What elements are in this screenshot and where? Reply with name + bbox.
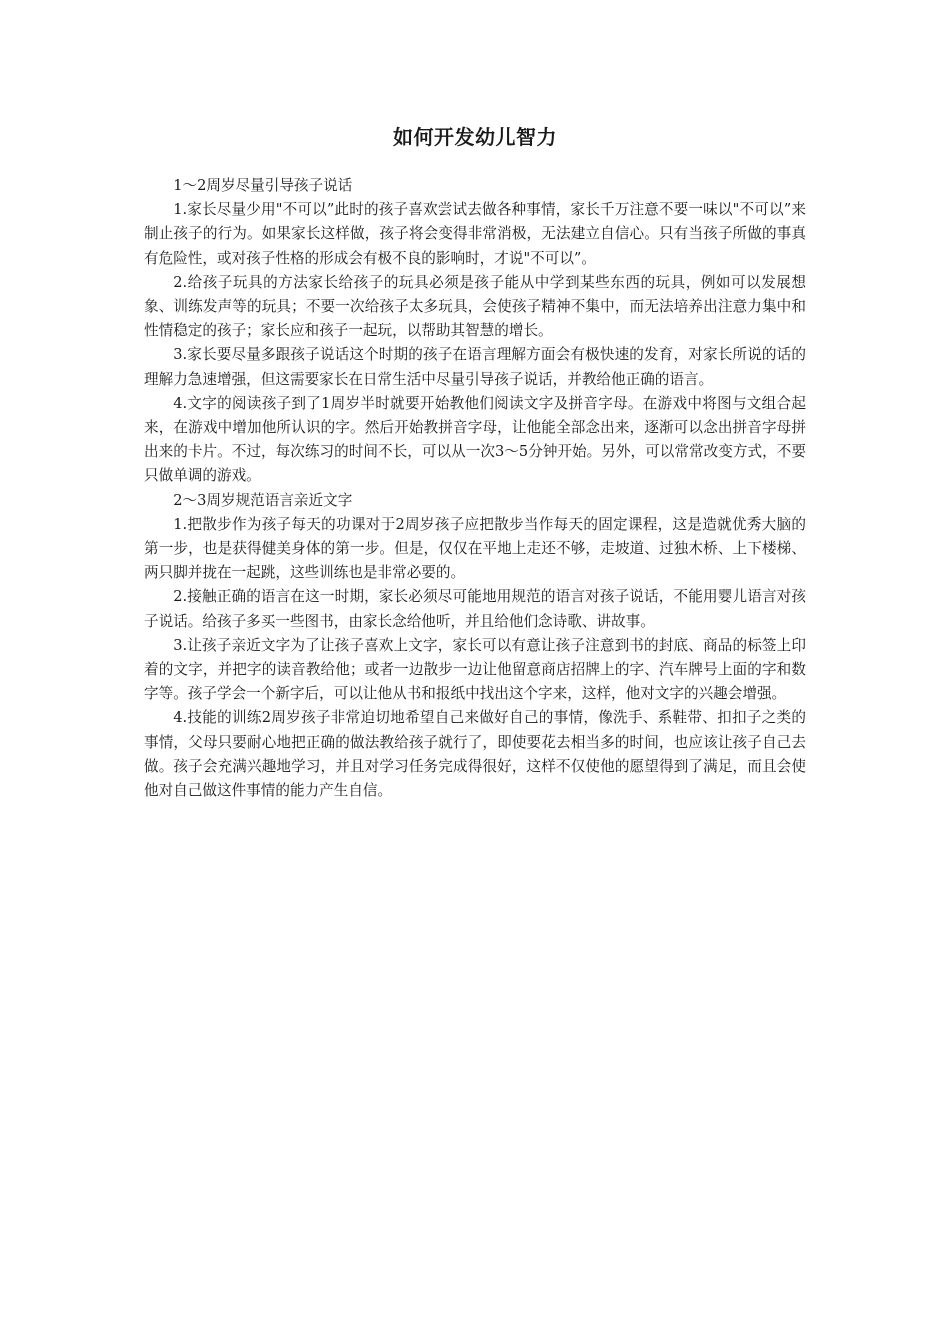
paragraph: 2.给孩子玩具的方法家长给孩子的玩具必须是孩子能从中学到某些东西的玩具，例如可以发展想象、训练发声等的玩具；不要一次给孩子太多玩具，会使孩子精神不集中，而无法培养出注意力集中和性情稳定的孩子；家长应和孩子一起玩，以帮助其智慧的增长。 [144,273,806,340]
document-title: 如何开发幼儿智力 [393,125,557,149]
paragraph: 4.文字的阅读孩子到了1周岁半时就要开始教他们阅读文字及拼音字母。在游戏中将图与文组合起来，在游戏中增加他所认识的字。然后开始教拼音字母，让他能全部念出来，逐渐可以念出拼音字母拼出来的卡片。不过，每次练习的时间不长，可以从一次3～5分钟开始。另外，可以常常改变方式，不要只做单调的游戏。 [144,394,806,485]
paragraph: 3.让孩子亲近文字为了让孩子喜欢上文字，家长可以有意让孩子注意到书的封底、商品的标签上印着的文字，并把字的读音教给他；或者一边散步一边让他留意商店招牌上的字、汽车牌号上面的字和数字等。孩子学会一个新字后，可以让他从书和报纸中找出这个字来，这样，他对文字的兴趣会增强。 [144,636,806,703]
section-heading-2: 2～3周岁规范语言亲近文字 [173,491,353,509]
paragraph: 2.接触正确的语言在这一时期，家长必须尽可能地用规范的语言对孩子说话，不能用婴儿语言对孩子说话。给孩子多买一些图书，由家长念给他听，并且给他们念诗歌、讲故事。 [144,588,806,630]
paragraph: 1.把散步作为孩子每天的功课对于2周岁孩子应把散步当作每天的固定课程，这是造就优秀大脑的第一步，也是获得健美身体的第一步。但是，仅仅在平地上走还不够，走坡道、过独木桥、上下楼梯、两只脚并拢在一起跳，这些训练也是非常必要的。 [144,515,806,582]
paragraph: 3.家长要尽量多跟孩子说话这个时期的孩子在语言理解方面会有极快速的发育，对家长所说的话的理解力急速增强，但这需要家长在日常生活中尽量引导孩子说话，并教给他正确的语言。 [144,346,806,388]
paragraph: 1.家长尽量少用"不可以”此时的孩子喜欢尝试去做各种事情，家长千万注意不要一味以"不可以”来制止孩子的行为。如果家长这样做，孩子将会变得非常消极，无法建立自信心。只有当孩子所做的事真有危险性，或对孩子性格的形成会有极不良的影响时，才说"不可以”。 [144,201,806,267]
paragraph: 4.技能的训练2周岁孩子非常迫切地希望自己来做好自己的事情，像洗手、系鞋带、扣扣子之类的事情，父母只要耐心地把正确的做法教给孩子就行了，即使要花去相当多的时间，也应该让孩子自己去做。孩子会充满兴趣地学习，并且对学习任务完成得很好，这样不仅使他的愿望得到了满足，而且会使他对自己做这件事情的能力产生自信。 [144,709,806,800]
document-body [144,174,806,803]
section-heading-1: 1～2周岁尽量引导孩子说话 [173,177,353,194]
